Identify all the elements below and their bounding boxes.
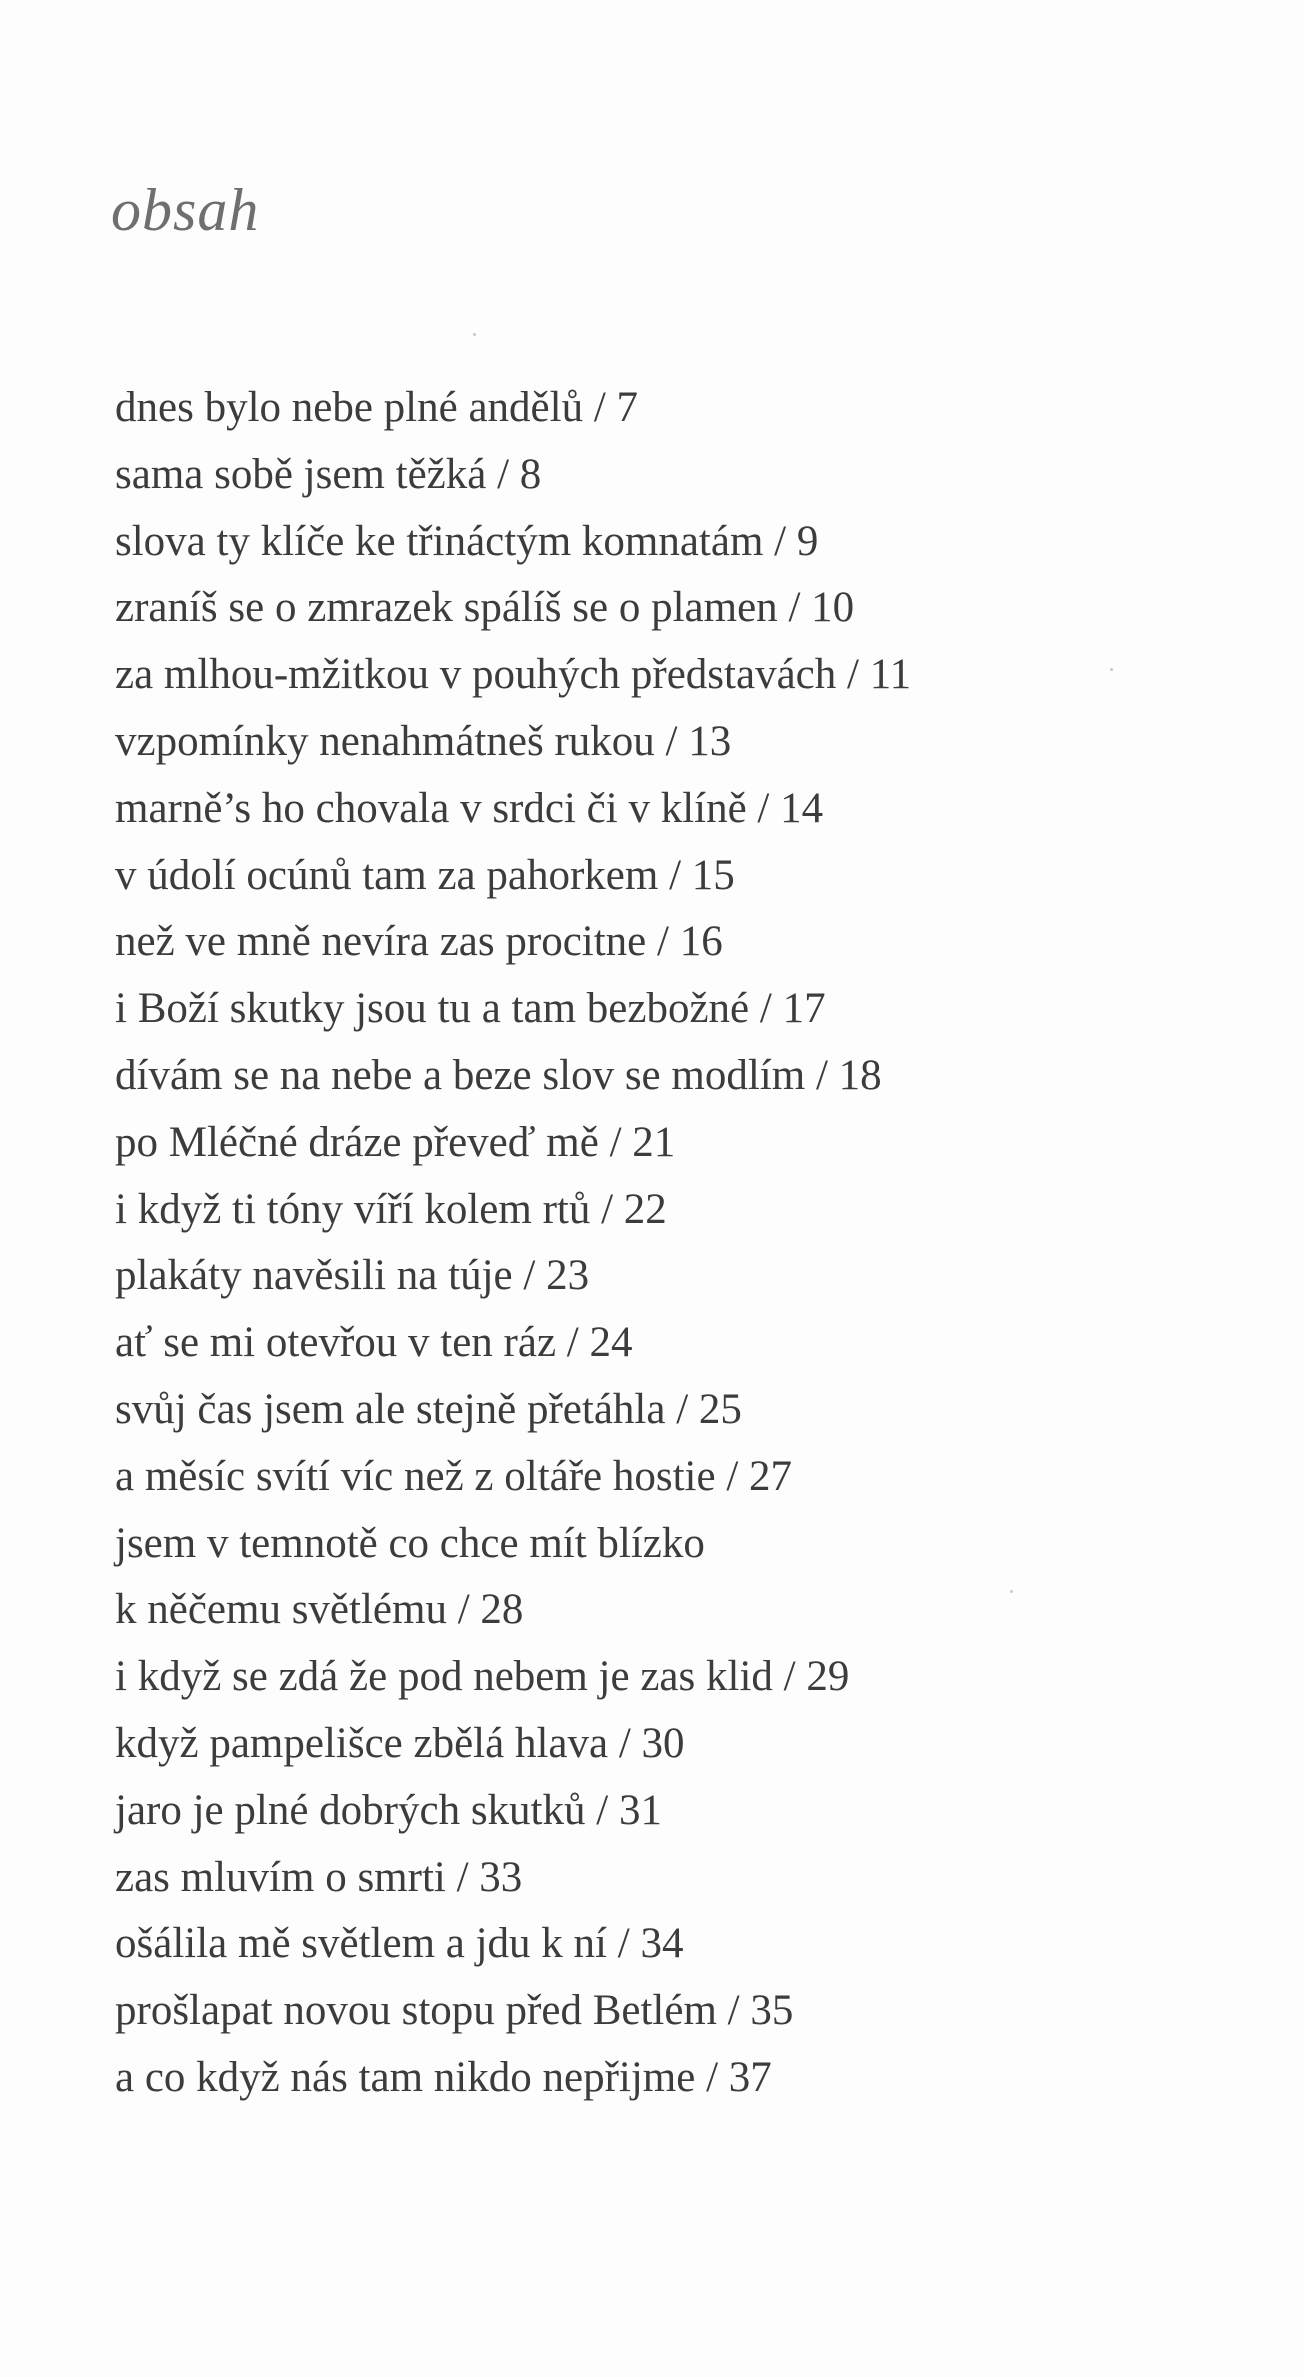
toc-entry-title: než ve mně nevíra zas procitne — [115, 918, 647, 966]
toc-entry-page: 17 — [782, 985, 826, 1033]
toc-entry-title: v údolí ocúnů tam za pahorkem — [115, 851, 659, 899]
toc-entry-title: a měsíc svítí víc než z oltáře hostie — [115, 1452, 716, 1500]
paper-speck — [1010, 1590, 1013, 1593]
toc-entry: a měsíc svítí víc než z oltáře hostie / 27 — [115, 1452, 793, 1500]
toc-entry-page: 35 — [750, 1987, 794, 2035]
toc-entry: i Boží skutky jsou tu a tam bezbožné / 17 — [115, 985, 826, 1033]
toc-entry-title: prošlapat novou stopu před Betlém — [115, 1987, 717, 2035]
toc-entry-title: marně’s ho chovala v srdci či v klíně — [115, 784, 747, 832]
toc-entry-title: dnes bylo nebe plné andělů — [115, 384, 584, 431]
toc-entry: svůj čas jsem ale stejně přetáhla / 25 — [115, 1385, 742, 1433]
toc-entry: sama sobě jsem těžká / 8 — [115, 450, 542, 498]
toc-entry: dívám se na nebe a beze slov se modlím / 18 — [115, 1051, 882, 1099]
toc-entry-title: svůj čas jsem ale stejně přetáhla — [115, 1385, 666, 1433]
toc-entry: plakáty navěsili na túje / 23 — [115, 1252, 590, 1300]
toc-entry-page: 23 — [546, 1252, 590, 1300]
toc-entry: a co když nás tam nikdo nepřijme / 37 — [115, 2053, 772, 2101]
toc-entry-title: i když se zdá že pod nebem je zas klid — [115, 1653, 773, 1701]
toc-entry-page: 27 — [749, 1452, 793, 1500]
toc-entry-title: vzpomínky nenahmátneš rukou — [115, 717, 655, 765]
toc-entry-title: ať se mi otevřou v ten ráz — [115, 1319, 557, 1367]
toc-entry-title: zraníš se o zmrazek spálíš se o plamen — [115, 584, 778, 632]
toc-entry-page: 11 — [869, 651, 912, 699]
toc-entry-title: zas mluvím o smrti — [115, 1853, 446, 1901]
toc-entry: když pampelišce zbělá hlava / 30 — [115, 1719, 685, 1767]
toc-entry-title: za mlhou-mžitkou v pouhých představách — [115, 651, 837, 699]
toc-entry-page: 18 — [838, 1051, 882, 1099]
toc-entry: po Mléčné dráze převeď mě / 21 — [115, 1118, 676, 1166]
toc-entry-page: 28 — [480, 1586, 524, 1634]
toc-entry-title: jaro je plné dobrých skutků — [115, 1786, 586, 1834]
toc-entry-title: i Boží skutky jsou tu a tam bezbožné — [115, 985, 750, 1033]
toc-entry-page: 33 — [479, 1853, 523, 1901]
toc-entry: dnes bylo nebe plné andělů / 7 — [115, 384, 639, 431]
toc-entry-page: 25 — [698, 1385, 742, 1433]
toc-entry-page: 22 — [623, 1185, 667, 1233]
toc-entry-page: 29 — [806, 1653, 850, 1701]
toc-entry-page: 10 — [811, 584, 855, 632]
toc-entry-multiline: jsem v temnotě co chce mít blízko k něčemu světlému / 28 — [115, 1511, 911, 1645]
toc-entry: vzpomínky nenahmátneš rukou / 13 — [115, 717, 732, 765]
toc-entry: i když ti tóny víří kolem rtů / 22 — [115, 1185, 667, 1233]
toc-entry-title: sama sobě jsem těžká — [115, 450, 487, 498]
toc-entry-page: 21 — [632, 1118, 676, 1166]
toc-entry-title: plakáty navěsili na túje — [115, 1252, 513, 1300]
toc-entry: prošlapat novou stopu před Betlém / 35 — [115, 1987, 794, 2035]
toc-entry-page: 14 — [780, 784, 824, 832]
toc-entry: marně’s ho chovala v srdci či v klíně / 14 — [115, 784, 824, 832]
toc-entry-title: dívám se na nebe a beze slov se modlím — [115, 1051, 806, 1099]
toc-list — [115, 375, 911, 2112]
toc-entry-page: 7 — [616, 384, 639, 431]
toc-entry: v údolí ocúnů tam za pahorkem / 15 — [115, 851, 735, 899]
toc-entry-page: 34 — [640, 1920, 684, 1968]
toc-entry-title: když pampelišce zbělá hlava — [115, 1719, 609, 1767]
toc-entry-page: 24 — [589, 1319, 633, 1367]
toc-entry: i když se zdá že pod nebem je zas klid / 29 — [115, 1653, 850, 1701]
toc-entry: slova ty klíče ke třináctým komnatám / 9 — [115, 517, 819, 565]
toc-entry-page: 15 — [691, 851, 735, 899]
toc-entry-title: slova ty klíče ke třináctým komnatám — [115, 517, 764, 565]
toc-entry-title: ošálila mě světlem a jdu k ní — [115, 1920, 608, 1968]
toc-entry: za mlhou-mžitkou v pouhých představách / 11 — [115, 651, 912, 699]
toc-entry: ať se mi otevřou v ten ráz / 24 — [115, 1319, 633, 1367]
toc-entry-title: i když ti tóny víří kolem rtů — [115, 1185, 591, 1233]
toc-heading: obsah — [111, 177, 260, 243]
toc-entry-title: a co když nás tam nikdo nepřijme — [115, 2053, 696, 2101]
toc-entry-page: 8 — [519, 450, 542, 498]
toc-entry-page: 9 — [796, 517, 819, 565]
toc-entry-title: jsem v temnotě co chce mít blízko — [115, 1519, 705, 1567]
paper-speck — [473, 333, 476, 336]
toc-entry-title: po Mléčné dráze převeď mě — [115, 1118, 599, 1166]
toc-entry-page: 31 — [618, 1786, 662, 1834]
toc-entry-page: 16 — [679, 918, 723, 966]
toc-entry: jaro je plné dobrých skutků / 31 — [115, 1786, 662, 1834]
toc-entry-page: 37 — [728, 2053, 772, 2101]
toc-entry-title-continued: k něčemu světlému — [115, 1586, 447, 1634]
paper-speck — [1110, 668, 1113, 671]
toc-entry: ošálila mě světlem a jdu k ní / 34 — [115, 1920, 684, 1968]
toc-entry: zas mluvím o smrti / 33 — [115, 1853, 523, 1901]
toc-entry: než ve mně nevíra zas procitne / 16 — [115, 918, 723, 966]
toc-entry: zraníš se o zmrazek spálíš se o plamen / 10 — [115, 584, 855, 632]
toc-entry-page: 30 — [641, 1719, 685, 1767]
toc-entry-page: 13 — [688, 717, 732, 765]
